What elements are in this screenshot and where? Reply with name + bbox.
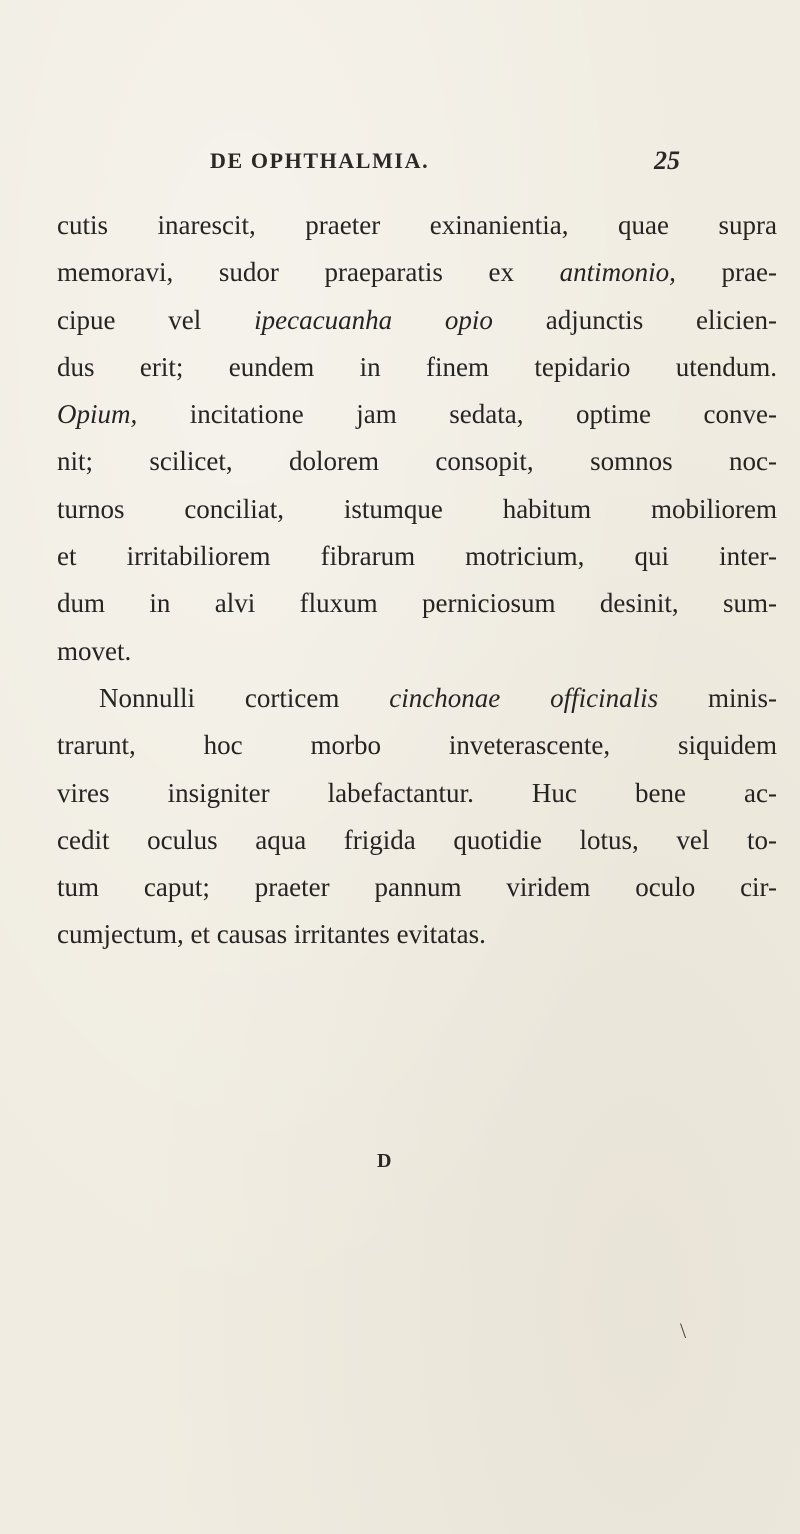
text-line: Opium, incitatione jam sedata, optime conve- — [57, 399, 777, 430]
text-line: dum in alvi fluxum perniciosum desinit, sum- — [57, 588, 777, 619]
text-line: Nonnulli corticem cinchonae officinalis minis- — [99, 682, 778, 713]
italic-term: antimonio, — [559, 257, 676, 288]
text-line: tum caput; praeter pannum viridem oculo cir- — [57, 872, 777, 903]
italic-term: ipecacuanha opio — [254, 304, 493, 335]
text-line: cedit oculus aqua frigida quotidie lotus, vel to- — [57, 824, 777, 855]
text-line: et irritabiliorem fibrarum motricium, qui inter- — [57, 541, 777, 572]
paragraph-2 — [57, 675, 777, 959]
text-line: cipue vel ipecacuanha opio adjunctis elicien- — [57, 304, 777, 335]
page-header — [210, 148, 680, 188]
text-line: nit; scilicet, dolorem consopit, somnos noc- — [57, 446, 777, 477]
signature-mark: D — [377, 1150, 392, 1172]
text-line: turnos conciliat, istumque habitum mobiliorem — [57, 493, 777, 524]
text-line: trarunt, hoc morbo inveterascente, siquidem — [57, 730, 777, 761]
text-line: cumjectum, et causas irritantes evitatas. — [57, 919, 486, 950]
text-line: vires insigniter labefactantur. Huc bene ac- — [57, 777, 777, 808]
text-line: movet. — [57, 635, 132, 666]
text-line: memoravi, sudor praeparatis ex antimonio, prae- — [57, 257, 778, 288]
text-line: cutis inarescit, praeter exinanientia, quae supra — [57, 210, 777, 240]
running-title: DE OPHTHALMIA. — [210, 148, 430, 173]
text-line: dus erit; eundem in finem tepidario utendum. — [57, 351, 777, 382]
stray-ink-mark: \ — [680, 1318, 687, 1343]
paragraph-1 — [57, 202, 777, 675]
body-text — [57, 202, 777, 959]
italic-term: cinchonae officinalis — [389, 682, 659, 713]
page-number: 25 — [654, 146, 680, 175]
italic-term: Opium, — [57, 399, 138, 430]
